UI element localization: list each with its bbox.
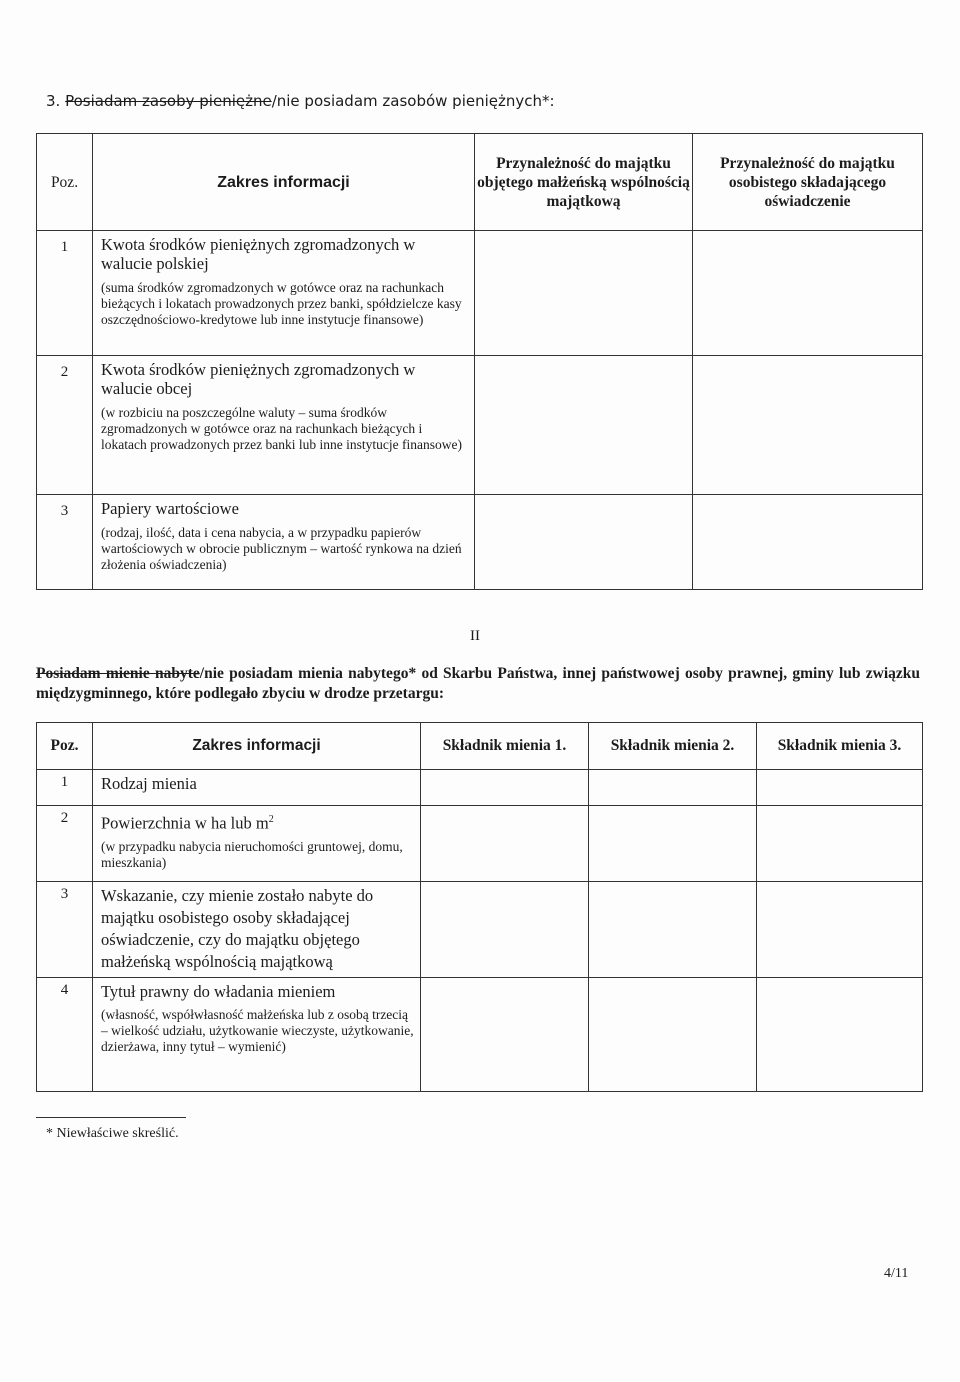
item-1-cell[interactable] <box>421 770 589 806</box>
row-title: Tytuł prawny do władania mieniem <box>101 982 336 1001</box>
section-3-heading <box>46 92 906 110</box>
table-row <box>37 978 923 1092</box>
item-2-cell[interactable] <box>589 806 757 882</box>
row-number: 2 <box>37 356 93 495</box>
row-number: 1 <box>37 231 93 356</box>
joint-value-cell[interactable] <box>475 231 693 356</box>
table-header-row <box>37 723 923 770</box>
selected-option: /nie posiadam mienia nabytego* od Skarbu Państwa, innej państwowej osoby prawnej, gminy lub związku międzygminnego, które podlegało zbyciu w drodze przetargu: <box>36 665 920 702</box>
row-title: Wskazanie, czy mienie zostało nabyte do majątku osobistego osoby składającej oświadczenie, czy do majątku objętego małżeńską wspólnością majątkową <box>101 886 374 971</box>
table-row <box>37 770 923 806</box>
joint-value-cell[interactable] <box>475 495 693 590</box>
row-number: 4 <box>37 978 93 1092</box>
row-title: Rodzaj mienia <box>101 774 197 793</box>
item-3-cell[interactable] <box>757 882 923 978</box>
struck-option: Posiadam mienie nabyte <box>36 665 200 682</box>
selected-option: /nie posiadam zasobów pieniężnych*: <box>271 92 555 110</box>
row-description <box>93 356 475 495</box>
header-personal-property: Przynależność do majątku osobistego składającego oświadczenie <box>693 134 923 231</box>
header-item-1: Składnik mienia 1. <box>421 723 589 770</box>
row-number: 3 <box>37 882 93 978</box>
table-row <box>37 806 923 882</box>
row-description <box>93 231 475 356</box>
row-title-text: Powierzchnia w ha lub m <box>101 813 269 833</box>
header-item-2: Składnik mienia 2. <box>589 723 757 770</box>
header-zakres: Zakres informacji <box>93 723 421 770</box>
footnote-divider <box>36 1117 186 1118</box>
item-1-cell[interactable] <box>421 806 589 882</box>
row-number: 1 <box>37 770 93 806</box>
personal-value-cell[interactable] <box>693 356 923 495</box>
row-description <box>93 806 421 882</box>
header-item-3: Składnik mienia 3. <box>757 723 923 770</box>
section-number: 3. <box>46 92 61 110</box>
row-title: Papiery wartościowe <box>101 499 239 518</box>
section-2-heading <box>36 664 920 704</box>
personal-value-cell[interactable] <box>693 231 923 356</box>
row-description <box>93 978 421 1092</box>
struck-option: Posiadam zasoby pieniężne <box>65 92 272 110</box>
joint-value-cell[interactable] <box>475 356 693 495</box>
header-zakres: Zakres informacji <box>93 134 475 231</box>
table-header-row <box>37 134 923 231</box>
item-2-cell[interactable] <box>589 770 757 806</box>
table-row <box>37 495 923 590</box>
row-note: (w rozbiciu na poszczególne waluty – suma środków zgromadzonych w gotówce oraz na rachunkach bieżących i lokatach prowadzonych przez banki lub inne instytucje finansowe) <box>101 405 462 452</box>
footnote: * Niewłaściwe skreślić. <box>46 1126 179 1141</box>
row-note: (rodzaj, ilość, data i cena nabycia, a w przypadku papierów wartościowych w obrocie publicznym – wartość rynkowa na dzień złożenia oświadczenia) <box>101 525 462 572</box>
row-note: (w przypadku nabycia nieruchomości gruntowej, domu, mieszkania) <box>101 838 403 870</box>
item-1-cell[interactable] <box>421 882 589 978</box>
header-joint-property: Przynależność do majątku objętego małżeńską wspólnością majątkową <box>475 134 693 231</box>
row-description <box>93 495 475 590</box>
table-row <box>37 231 923 356</box>
item-3-cell[interactable] <box>757 806 923 882</box>
section-roman-numeral: II <box>470 628 480 644</box>
row-note: (suma środków zgromadzonych w gotówce oraz na rachunkach bieżących i lokatach prowadzonych przez banki, spółdzielcze kasy oszczędnościowo-kredytowe lub inne instytucje finansowe) <box>101 280 462 327</box>
item-2-cell[interactable] <box>589 882 757 978</box>
row-number: 2 <box>37 806 93 882</box>
item-3-cell[interactable] <box>757 978 923 1092</box>
cash-resources-table <box>36 133 923 590</box>
row-note: (własność, współwłasność małżeńska lub z osobą trzecią – wielkość udziału, użytkowanie wieczyste, użytkowanie, dzierżawa, inny tytuł – wymienić) <box>101 1007 414 1054</box>
row-description <box>93 770 421 806</box>
superscript: 2 <box>268 814 274 825</box>
row-number: 3 <box>37 495 93 590</box>
item-1-cell[interactable] <box>421 978 589 1092</box>
item-3-cell[interactable] <box>757 770 923 806</box>
table-row <box>37 356 923 495</box>
personal-value-cell[interactable] <box>693 495 923 590</box>
row-title: Kwota środków pieniężnych zgromadzonych w walucie polskiej <box>101 235 416 273</box>
acquired-property-table <box>36 722 923 1092</box>
row-description <box>93 882 421 978</box>
row-title <box>101 809 414 835</box>
page-number: 4/11 <box>884 1266 909 1281</box>
header-poz: Poz. <box>37 134 93 231</box>
header-poz: Poz. <box>37 723 93 770</box>
item-2-cell[interactable] <box>589 978 757 1092</box>
row-title: Kwota środków pieniężnych zgromadzonych w walucie obcej <box>101 360 416 398</box>
table-row <box>37 882 923 978</box>
